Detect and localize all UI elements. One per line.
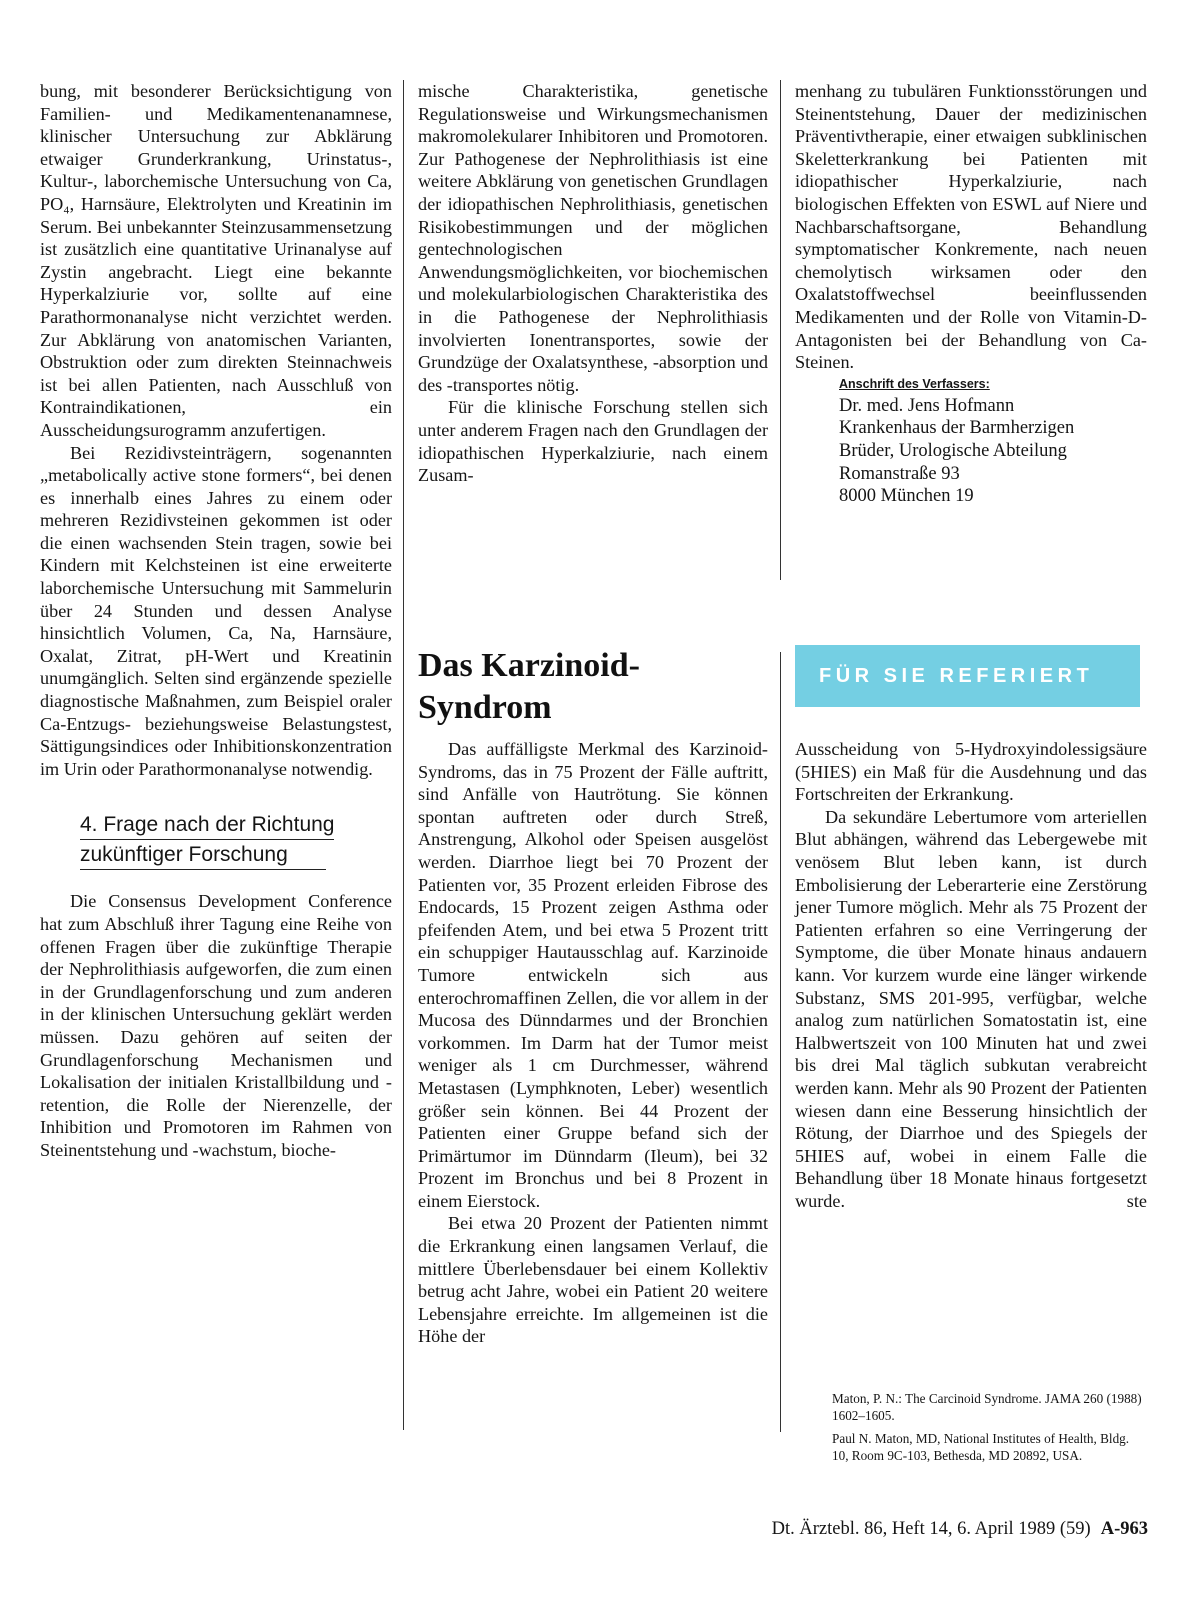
paragraph: Bei Rezidivsteinträgern, sogenannten „metabolically active stone formers“, bei denen es innerhalb eines Jahres zu einem oder mehreren Rezidivsteinen gekommen ist oder die einen wachsenden Stein tragen, sowie bei Kindern mit Kelchsteinen ist eine erweiterte laborchemische Untersuchung mit Sammelurin über 24 Stunden und dessen Analyse hinsichtlich Volumen, Ca, Na, Harnsäure, Oxalat, Zitrat, pH-Wert und Kreatinin unumgänglich. Selten sind ergänzende spezielle diagnostische Maßnahmen, zum Beispiel oraler Ca-Entzugs- beziehungsweise Belastungstest, Sättigungsindices oder Inhibitionskonzentration im Urin oder Parathormonanalyse notwendig. [40,442,392,779]
references [832,1390,1144,1470]
column-3-top [795,80,1147,508]
paragraph: bung, mit besonderer Berücksichtigung von Familien- und Medikamentenanamnese, klinischer Untersuchung zur Abklärung etwaiger Grunderkrankung, Urinstatus-, Kultur-, laborchemische Untersuchung von Ca, PO₄, Harnsäure, Elektrolyten und Kreatinin im Serum. Bei unbekannter Steinzusammensetzung ist zusätzlich eine quantitative Urinanalyse auf Zystin angebracht. Liegt eine bekannte Hyperkalziurie vor, sollte auf eine Parathormonanalyse nicht verzichtet werden. Zur Abklärung von anatomischen Varianten, Obstruktion oder zum direkten Steinnachweis ist bei allen Patienten, nach Ausschluß von Kontraindikationen, ein Ausscheidungsurogramm anzufertigen. [40,81,392,440]
column-divider [780,80,781,580]
column-divider [780,652,781,1432]
paragraph: Ausscheidung von 5-Hydroxyindolessigsäure (5HIES) ein Maß für die Ausdehnung und das Fortschreiten der Erkrankung. [795,739,1147,805]
paragraph [795,806,1147,1213]
author-initials: ste [1126,1190,1147,1211]
article-title [418,645,640,729]
paragraph: Bei etwa 20 Prozent der Patienten nimmt die Erkrankung einen langsamen Verlauf, die mittlere Überlebensdauer bei einem Kollektiv betrug acht Jahre, wobei ein Patient 20 weitere Lebensjahre erreichte. Im allgemeinen ist die Höhe der [418,1213,768,1347]
paragraph: Für die klinische Forschung stellen sich unter anderem Fragen nach den Grundlagen der idiopathischen Hyperkalziurie, nach einem Zusam- [418,397,768,486]
address-line: 8000 München 19 [839,486,974,507]
reference: Maton, P. N.: The Carcinoid Syndrome. JAMA 260 (1988) 1602–1605. [832,1391,1142,1423]
page-footer [772,1519,1148,1540]
address-line: Krankenhaus der Barmherzigen [839,418,1075,439]
address-line: Romanstraße 93 [839,463,960,484]
paragraph: Die Consensus Development Conference hat zum Abschluß ihrer Tagung eine Reihe von offenen Fragen über die zukünftige Therapie der Nephrolithiasis aufgeworfen, die zum einen in der Grundlagenforschung und zum anderen in der klinischen Untersuchung geklärt werden müssen. Dazu gehören auf seiten der Grundlagenforschung Mechanismen und Lokalisation der initialen Kristallbildung und -retention, die Rolle der Nierenzelle, der Inhibition und Promotoren im Rahmen von Steinentstehung und -wachstum, bioche- [40,891,392,1160]
paragraph: Das auffälligste Merkmal des Karzinoid-Syndroms, das in 75 Prozent der Fälle auftritt, sind Anfälle von Hautrötung. Sie können spontan auftreten oder durch Streß, Anstrengung, Alkohol oder Speisen ausgelöst werden. Diarrhoe liegt bei 70 Prozent der Patienten vor, 35 Prozent erleiden Fibrose des Endocards, 15 Prozent zeigen Asthma oder pfeifenden Atem, und bei etwa 5 Prozent tritt ein schuppiger Hautausschlag auf. Karzinoide Tumore entwickeln sich aus enterochromaffinen Zellen, die vor allem in der Mucosa des Dünndarmes und der Bronchien vorkommen. Im Darm hat der Tumor meist weniger als 1 cm Durchmesser, während Metastasen (Lymphknoten, Leber) wesentlich größer sein können. Bei 44 Prozent der Patienten einer Gruppe befand sich der Primärtumor im Dünndarm (Ileum), bei 32 Prozent im Bronchus und bei 8 Prozent in einem Eierstock. [418,739,768,1211]
journal-citation: Dt. Ärztebl. 86, Heft 14, 6. April 1989 (59) [771,1519,1091,1539]
column-1 [40,80,392,1162]
paragraph: menhang zu tubulären Funktionsstörungen und Steinentstehung, Dauer der medizinischen Präventivtherapie, einer etwaigen subklinischen Skeletterkrankung bei Patienten mit idiopathischer Hyperkalziurie, nach biologischen Effekten von ESWL auf Niere und Nachbarschaftsorgane, Behandlung symptomatischer Konkremente, nach neuen chemolytisch wirksamen oder den Oxalatstoffwechsel beeinflussenden Medikamenten und der Rolle von Vitamin-D-Antagonisten bei der Behandlung von Ca-Steinen. [795,81,1147,373]
reference: Paul N. Maton, MD, National Institutes of Health, Bldg. 10, Room 9C-103, Bethesda, MD 20892, USA. [832,1431,1130,1463]
address-line: Brüder, Urologische Abteilung [839,440,1067,461]
article-column-2 [418,738,768,1348]
author-address-label: Anschrift des Verfassers: [839,376,990,391]
article-title-line-1: Das Karzinoid- [418,647,640,684]
author-address [839,395,1147,508]
section-banner-label: FÜR SIE REFERIERT [819,665,1094,687]
column-2-top [418,80,768,487]
article-title-line-2: Syndrom [418,689,552,726]
page-number: A-963 [1100,1519,1148,1539]
address-line: Dr. med. Jens Hofmann [839,395,1015,416]
section-heading [80,810,392,870]
paragraph-text: Da sekundäre Lebertumore vom arteriellen Blut abhängen, während das Lebergewebe mit venösem Blut leben kann, ist durch Embolisierung der Leberarterie eine Zerstörung jener Tumore möglich. Mehr als 75 Prozent der Patienten erfahren so eine Verringerung der Symptome, die über Monate hinaus andauern kann. Vor kurzem wurde eine länger wirkende Substanz, SMS 201-995, verfügbar, welche analog zum natürlichen Somatostatin ist, eine Halbwertszeit von 100 Minuten hat und zwei bis drei Mal täglich subkutan verabreicht werden kann. Mehr als 90 Prozent der Patienten wiesen dann eine Besserung hinsichtlich der Rötung, der Diarrhoe und des Spiegels der 5HIES auf, wobei in einem Falle die Behandlung über 18 Monate hinaus fortgesetzt wurde. [795,806,1147,1211]
section-heading-line-1: 4. Frage nach der Richtung [80,810,334,840]
paragraph: mische Charakteristika, genetische Regulationsweise und Wirkungsmechanismen makromolekularer Inhibitoren und Promotoren. Zur Pathogenese der Nephrolithiasis ist eine weitere Abklärung von genetischen Grundlagen der idiopathischen Nephrolithiasis, genetischen Risikobestimmungen und der möglichen gentechnologischen Anwendungsmöglichkeiten, vor biochemischen und molekularbiologischen Charakteristika des in die Pathogenese der Nephrolithiasis involvierten Ionentransportes, sowie der Grundzüge der Oxalatsynthese, -absorption und des -transportes nötig. [418,81,768,395]
column-divider [403,80,404,1430]
section-banner [795,645,1140,707]
section-heading-line-2: zukünftiger Forschung [80,840,326,870]
article-column-3 [795,738,1147,1212]
